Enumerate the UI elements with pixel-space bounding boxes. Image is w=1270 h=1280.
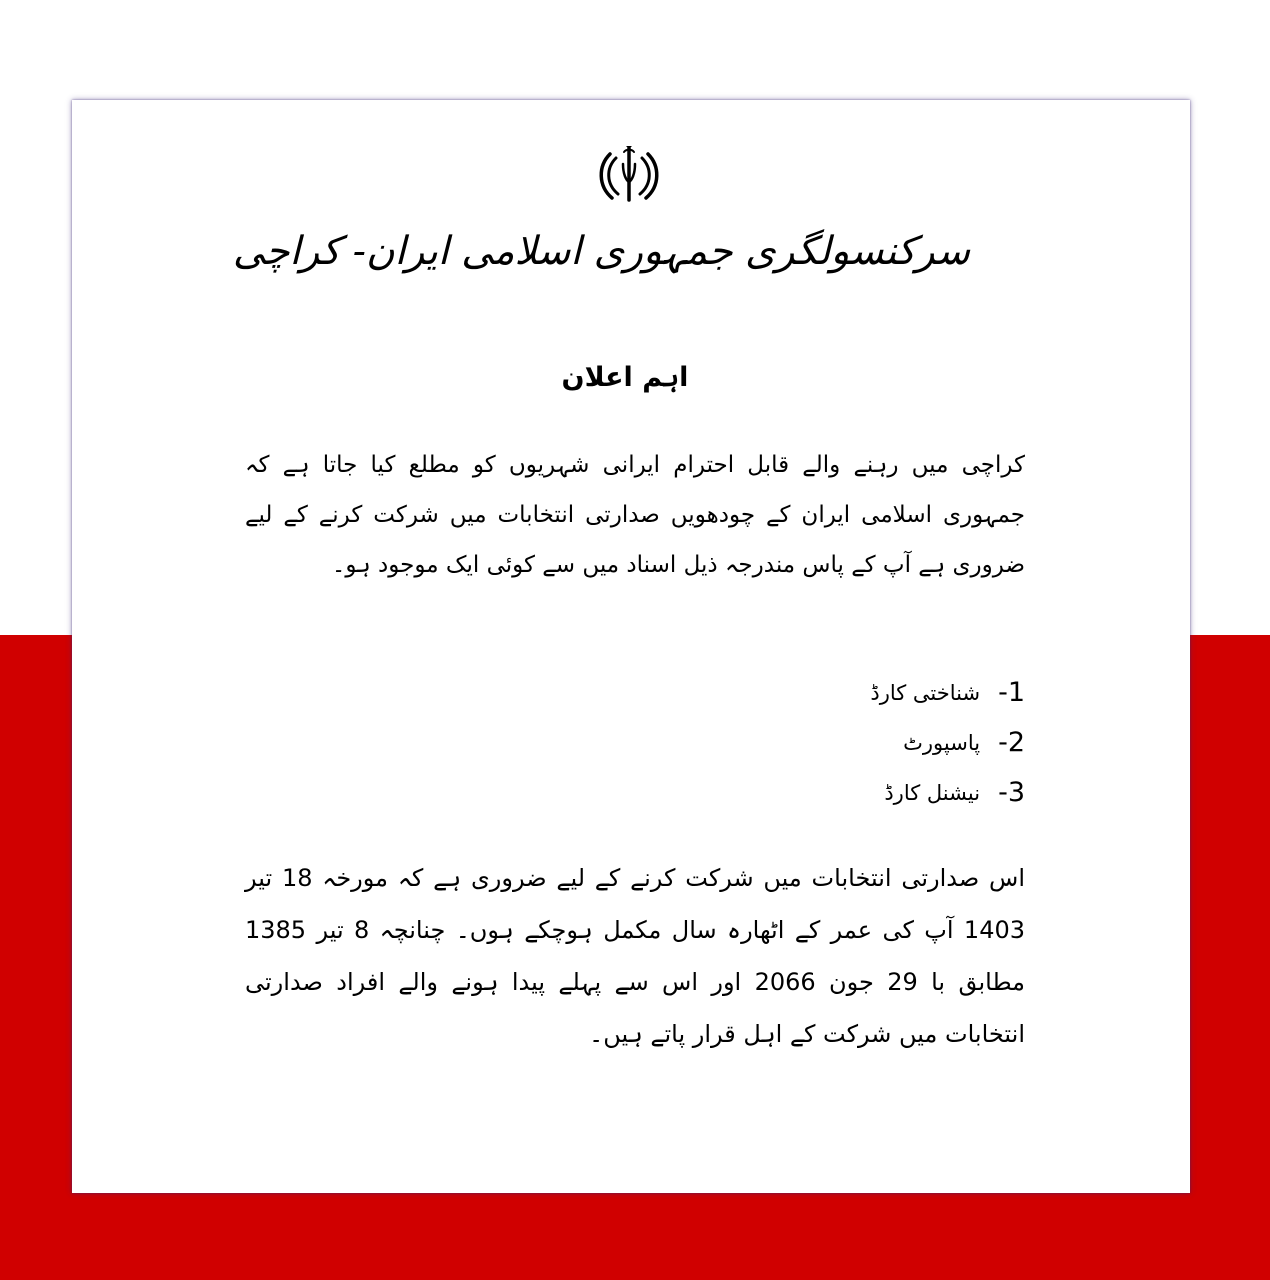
iran-emblem-icon bbox=[596, 146, 662, 204]
list-item-number: 1- bbox=[998, 677, 1025, 708]
consulate-title: سرکنسولگری جمہوری اسلامی ایران- کراچی bbox=[232, 229, 970, 274]
list-item-number: 3- bbox=[998, 777, 1025, 808]
list-item bbox=[720, 668, 1025, 718]
notice-paragraph-intro: کراچی میں رہنے والے قابل احترام ایرانی شہریوں کو مطلع کیا جاتا ہے کہ جمہوری اسلامی ایران کے چودھویں صدارتی انتخابات میں شرکت کرنے کے لیے ضروری ہے آپ کے پاس مندرجہ ذیل اسناد میں سے کوئی ایک موجود ہو۔ bbox=[245, 452, 1025, 578]
list-item-label: شناختی کارڈ bbox=[870, 681, 981, 705]
list-item bbox=[720, 768, 1025, 818]
list-item-number: 2- bbox=[998, 727, 1025, 758]
notice-paragraph-eligibility: اس صدارتی انتخابات میں شرکت کرنے کے لیے ضروری ہے کہ مورخہ 18 تیر 1403 آپ کی عمر کے اٹھارہ سال مکمل ہوچکے ہوں۔ چنانچہ 8 تیر 1385 مطابق با 29 جون 2066 اور اس سے پہلے پیدا ہونے والے افراد صدارتی انتخابات میں شرکت کے اہل قرار پاتے ہیں۔ bbox=[245, 864, 1025, 1048]
list-item-label: نیشنل کارڈ bbox=[884, 781, 981, 805]
list-item bbox=[720, 718, 1025, 768]
notice-heading: اہم اعلان bbox=[561, 362, 689, 393]
list-item-label: پاسپورٹ bbox=[903, 731, 981, 755]
required-documents-list bbox=[720, 668, 1025, 818]
